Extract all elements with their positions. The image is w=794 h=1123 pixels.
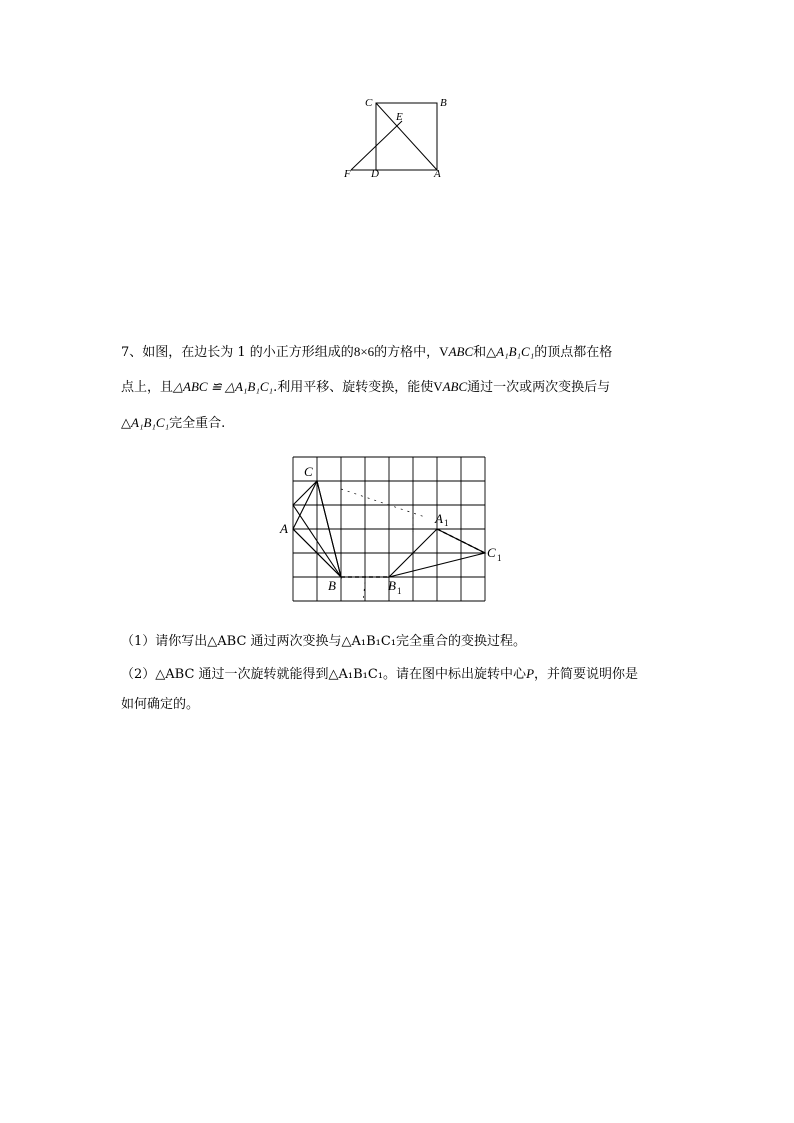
problem7-text: 通过一次或两次变换后与 bbox=[467, 380, 611, 395]
label-c1: C bbox=[487, 545, 496, 560]
problem7-text: 和 bbox=[473, 345, 487, 360]
label-a1-subscript: 1 bbox=[444, 518, 449, 528]
triangle-symbol: △ bbox=[486, 344, 497, 359]
label-c: C bbox=[304, 464, 313, 479]
question-2 bbox=[121, 664, 681, 685]
question-2-text: （2）△ABC 通过一次旋转就能得到△A₁B₁C₁。请在图中标出旋转中心 bbox=[121, 667, 527, 682]
question-1 bbox=[121, 632, 681, 652]
triangle-a1b1c1: A₁B₁C₁ bbox=[131, 415, 170, 430]
label-e: E bbox=[396, 111, 403, 123]
faint-dash-1 bbox=[341, 489, 425, 517]
label-b: B bbox=[328, 578, 336, 593]
grid-size: 8×6 bbox=[353, 344, 375, 359]
problem7-text: 的顶点都在格 bbox=[534, 345, 613, 360]
problem7-line3 bbox=[121, 413, 681, 434]
problem7-text: .利用平移、旋转变换，能使 bbox=[273, 380, 434, 395]
label-b1-subscript: 1 bbox=[397, 586, 402, 596]
triangle-symbol: △ bbox=[121, 415, 131, 430]
problem7-text: 点上，且 bbox=[121, 380, 174, 395]
triangle-symbol: V bbox=[433, 379, 443, 394]
congruence-statement: △ABC ≌ △A₁B₁C₁ bbox=[173, 379, 274, 394]
label-b: B bbox=[440, 97, 447, 109]
problem7-line1 bbox=[121, 342, 681, 363]
question-1-text: （1）请你写出△ABC 通过两次变换与△A₁B₁C₁完全重合的变换过程。 bbox=[121, 634, 527, 649]
geometry-figure-square bbox=[340, 92, 460, 184]
grid-figure bbox=[275, 452, 515, 612]
rotation-center-p: P bbox=[526, 666, 535, 681]
problem7-text: 7、如图，在边长为 1 的小正方形组成的 bbox=[121, 345, 354, 360]
label-a1: A bbox=[435, 511, 443, 526]
question-2-tail: ，并简要说明你是 bbox=[534, 667, 639, 682]
problem7-line2 bbox=[121, 377, 681, 398]
label-a: A bbox=[280, 521, 288, 536]
problem7-text: 的方格中， bbox=[374, 345, 440, 360]
triangle-symbol: V bbox=[439, 344, 449, 359]
triangle-abc: ABC bbox=[448, 344, 474, 359]
label-d: D bbox=[371, 168, 379, 180]
label-c1-subscript: 1 bbox=[497, 553, 502, 563]
label-f: F bbox=[344, 168, 351, 180]
label-a: A bbox=[434, 168, 441, 180]
problem7-text: 完全重合. bbox=[169, 416, 226, 431]
triangle-a1b1c1: A₁B₁C₁ bbox=[496, 344, 535, 359]
question-2-text-cont: 如何确定的。 bbox=[121, 697, 200, 712]
label-b1: B bbox=[388, 578, 396, 593]
question-2-line2 bbox=[121, 695, 681, 715]
label-c: C bbox=[365, 97, 373, 109]
triangle-abc: ABC bbox=[442, 379, 468, 394]
